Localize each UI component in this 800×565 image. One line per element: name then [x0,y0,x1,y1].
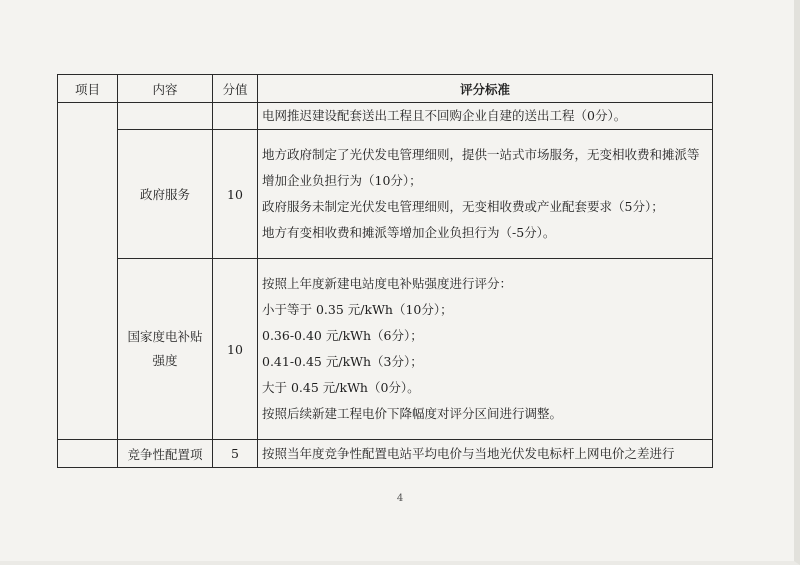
header-criteria: 评分标准 [258,75,713,103]
header-content: 内容 [118,75,213,103]
score-cell [213,103,258,130]
criteria-line: 小于等于 0.35 元/kWh（10分）； [262,302,453,317]
table-row [58,259,713,440]
header-row [58,75,713,103]
criteria-line: 地方有变相收费和摊派等增加企业负担行为（-5分）。 [262,225,556,240]
criteria-cell [258,259,713,440]
criteria-line: 0.36-0.40 元/kWh（6分）； [262,328,423,343]
header-score: 分值 [213,75,258,103]
criteria-cell [258,130,713,259]
table-row [58,103,713,130]
score-cell: 5 [213,440,258,468]
score-cell: 10 [213,259,258,440]
criteria-line: 政府服务未制定光伏发电管理细则，无变相收费或产业配套要求（5分）； [262,199,664,214]
criteria-line: 按照后续新建工程电价下降幅度对评分区间进行调整。 [262,406,563,421]
criteria-line: 0.41-0.45 元/kWh（3分）； [262,354,423,369]
page-number: 4 [396,493,404,504]
scoring-table [57,74,713,468]
item-cell-empty [58,103,118,440]
item-cell-empty [58,440,118,468]
criteria-cell [258,103,713,130]
content-cell: 政府服务 [118,130,213,259]
content-cell: 国家度电补贴强度 [118,259,213,440]
criteria-cell [258,440,713,468]
content-cell: 竞争性配置项 [118,440,213,468]
criteria-line: 地方政府制定了光伏发电管理细则，提供一站式市场服务，无变相收费和摊派等增加企业负担行为（10分）； [262,147,700,188]
table-row [58,130,713,259]
criteria-line: 电网推迟建设配套送出工程且不回购企业自建的送出工程（0分）。 [262,108,627,123]
content-cell [118,103,213,130]
criteria-line: 大于 0.45 元/kWh（0分）。 [262,380,420,395]
header-item: 项目 [58,75,118,103]
criteria-line: 按照当年度竞争性配置电站平均电价与当地光伏发电标杆上网电价之差进行 [262,445,675,461]
table-row [58,440,713,468]
criteria-line: 按照上年度新建电站度电补贴强度进行评分： [262,276,513,291]
score-cell: 10 [213,130,258,259]
